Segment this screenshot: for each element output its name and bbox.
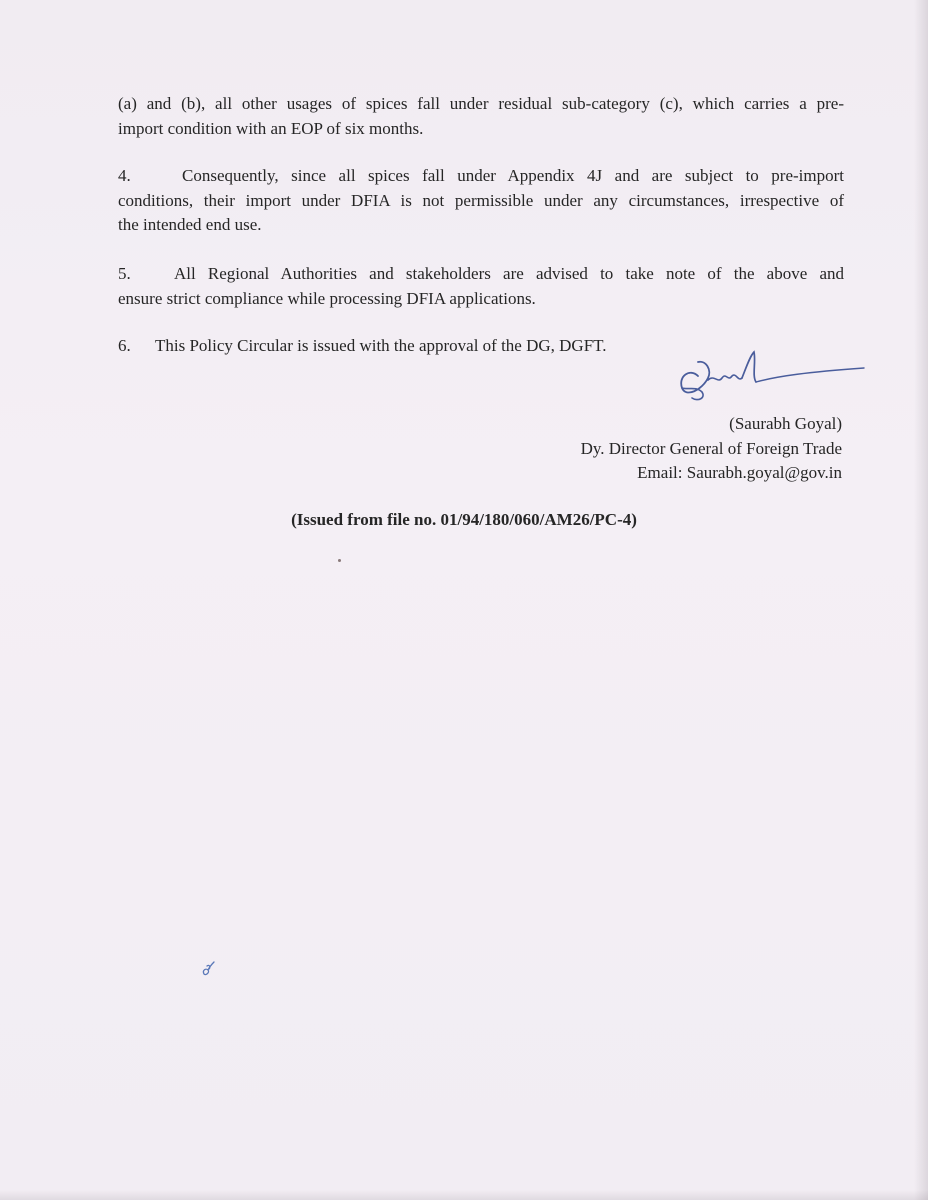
paragraph-continuation [118, 92, 844, 141]
paragraph-number: 6. [118, 336, 131, 355]
page-edge-shadow [914, 0, 928, 1200]
handwritten-signature [668, 346, 868, 406]
text-line: import condition with an EOP of six months. [118, 118, 424, 138]
text-line: (a) and (b), all other usages of spices fall under residual sub-category (c), which carries a pre- [118, 94, 844, 113]
paragraph-4-first-line [118, 164, 844, 189]
paragraph-5-first-line [118, 262, 844, 287]
text-line: All Regional Authorities and stakeholders are advised to take note of the above and [174, 264, 844, 283]
text-line: the intended end use. [118, 215, 262, 234]
file-reference: (Issued from file no. 01/94/180/060/AM26/PC-4) [291, 510, 637, 529]
ink-mark-icon [198, 958, 218, 978]
text-line: conditions, their import under DFIA is not permissible under any circumstances, irrespective of [118, 190, 844, 210]
page-bottom-shadow [0, 1190, 928, 1200]
signatory-designation: Dy. Director General of Foreign Trade [580, 438, 842, 458]
signatory-email: Email: Saurabh.goyal@gov.in [637, 463, 842, 482]
text-line: ensure strict compliance while processing DFIA applications. [118, 288, 536, 308]
text-line: This Policy Circular is issued with the approval of the DG, DGFT. [155, 336, 607, 355]
signatory-block [581, 412, 842, 486]
paragraph-number: 5. [118, 264, 131, 283]
paper-speck [338, 559, 341, 562]
paragraph-4 [118, 164, 844, 238]
text-line: Consequently, since all spices fall under Appendix 4J and are subject to pre-import [182, 166, 844, 185]
paragraph-number: 4. [118, 166, 131, 185]
paragraph-5 [118, 262, 844, 311]
signatory-name: (Saurabh Goyal) [729, 414, 842, 433]
